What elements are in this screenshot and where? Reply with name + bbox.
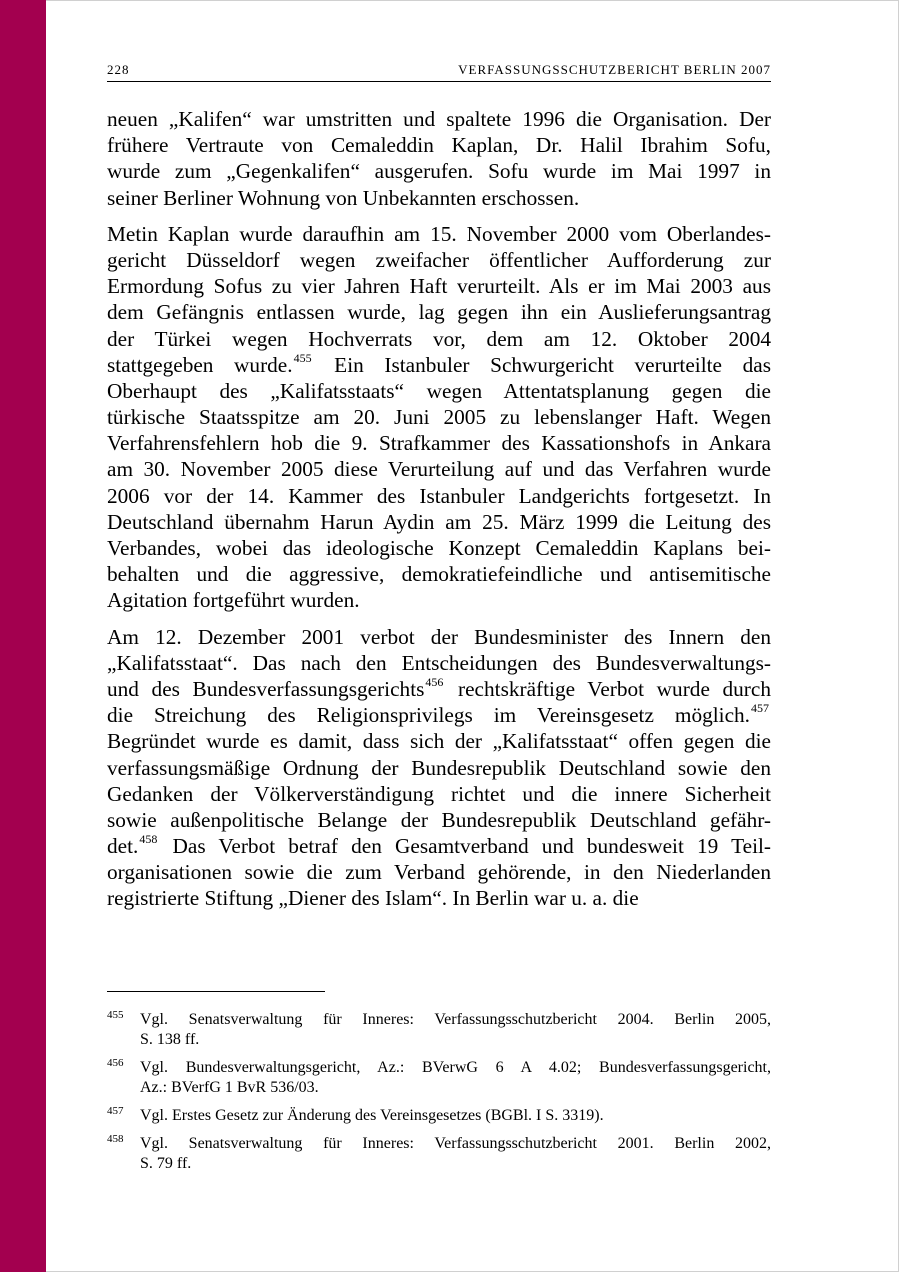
text-line: organisationen sowie die zum Verband gehörende, in den Niederlanden bbox=[107, 860, 771, 885]
text-line: frühere Vertraute von Cemaleddin Kaplan, Dr. Halil Ibrahim Sofu, bbox=[107, 133, 771, 158]
running-title: VERFASSUNGSSCHUTZBERICHT BERLIN 2007 bbox=[458, 62, 771, 77]
footnote-text: Az.: BVerfG 1 BvR 536/03. bbox=[140, 1079, 319, 1096]
text-line: Verfahrensfehlern hob die 9. Strafkammer des Kassationshofs in Ankara bbox=[107, 431, 771, 456]
footnotes bbox=[107, 1010, 771, 1182]
text-line: verfassungsmäßige Ordnung der Bundesrepublik Deutschland sowie den bbox=[107, 755, 771, 780]
text-line: türkische Staatsspitze am 20. Juni 2005 zu lebenslanger Haft. Wegen bbox=[107, 405, 771, 430]
text-line: Oberhaupt des „Kalifatsstaats“ wegen Attentatsplanung gegen die bbox=[107, 378, 771, 403]
sidebar-color-bar bbox=[0, 0, 46, 1272]
footnote-number: 455 bbox=[107, 1009, 124, 1021]
footnote bbox=[107, 1010, 771, 1050]
text-line: Begründet wurde es damit, dass sich der „Kalifatsstaat“ offen gegen die bbox=[107, 729, 771, 754]
text-line: und des Bundesverfassungsgerichts$^{456}$ rechtskräftige Verbot wurde durch bbox=[107, 674, 771, 701]
text-line: Gedanken der Völkerverständigung richtet und die innere Sicherheit bbox=[107, 781, 771, 806]
header-rule bbox=[107, 81, 771, 82]
text-line: behalten und die aggressive, demokratiefeindliche und antisemitische bbox=[107, 562, 771, 587]
footnote-text: S. 79 ff. bbox=[140, 1155, 192, 1172]
footnote bbox=[107, 1134, 771, 1174]
text-line: stattgegeben wurde.$^{455}$ Ein Istanbuler Schwurgericht verurteilte das bbox=[107, 350, 771, 377]
running-header bbox=[107, 62, 771, 82]
footnote-reference[interactable]: 456 bbox=[425, 674, 444, 689]
text-line: Deutschland übernahm Harun Aydin am 25. März 1999 die Leitung des bbox=[107, 509, 771, 534]
footnote-reference[interactable]: 457 bbox=[751, 701, 769, 716]
footnote-text: S. 138 ff. bbox=[140, 1031, 200, 1048]
text-line: Agitation fortgeführt wurden. bbox=[107, 588, 360, 613]
text-line: neuen „Kalifen“ war umstritten und spaltete 1996 die Organisation. Der bbox=[107, 107, 771, 131]
paragraph bbox=[107, 106, 771, 211]
text-line: Am 12. Dezember 2001 verbot der Bundesminister des Innern den bbox=[107, 624, 771, 649]
footnote bbox=[107, 1106, 771, 1126]
text-line: Metin Kaplan wurde daraufhin am 15. November 2000 vom Oberlandes- bbox=[107, 221, 771, 246]
text-line: die Streichung des Religionsprivilegs im Vereinsgesetz möglich.$^{457}$ bbox=[107, 701, 769, 728]
text-line: sowie außenpolitische Belange der Bundesrepublik Deutschland gefähr- bbox=[107, 807, 771, 832]
text-line: det.$^{458}$ Das Verbot betraf den Gesamtverband und bundesweit 19 Teil- bbox=[107, 832, 771, 859]
footnote-reference[interactable]: 458 bbox=[139, 832, 158, 847]
footnote-separator bbox=[107, 991, 325, 992]
footnote-text: Vgl. Senatsverwaltung für Inneres: Verfassungsschutzbericht 2001. Berlin 2002, bbox=[140, 1135, 771, 1152]
text-line: wurde zum „Gegenkalifen“ ausgerufen. Sofu wurde im Mai 1997 in bbox=[107, 159, 771, 184]
footnote-number: 456 bbox=[107, 1057, 124, 1069]
text-line: „Kalifatsstaat“. Das nach den Entscheidungen des Bundesverwaltungs- bbox=[107, 650, 771, 675]
footnote-number: 457 bbox=[107, 1105, 124, 1117]
text-line: seiner Berliner Wohnung von Unbekannten erschossen. bbox=[107, 185, 580, 210]
text-line: dem Gefängnis entlassen wurde, lag gegen ihn ein Auslieferungsantrag bbox=[107, 300, 771, 325]
text-line: Ermordung Sofus zu vier Jahren Haft verurteilt. Als er im Mai 2003 aus bbox=[107, 274, 771, 299]
text-line: am 30. November 2005 diese Verurteilung auf und das Verfahren wurde bbox=[107, 457, 771, 482]
footnote-number: 458 bbox=[107, 1133, 124, 1145]
footnote bbox=[107, 1058, 771, 1098]
text-line: gericht Düsseldorf wegen zweifacher öffentlicher Aufforderung zur bbox=[107, 247, 771, 272]
footnote-reference[interactable]: 455 bbox=[293, 350, 312, 365]
body-text bbox=[107, 106, 771, 922]
text-line: registrierte Stiftung „Diener des Islam“. In Berlin war u. a. die bbox=[107, 886, 639, 911]
footnote-text: Vgl. Senatsverwaltung für Inneres: Verfassungsschutzbericht 2004. Berlin 2005, bbox=[140, 1011, 771, 1028]
text-line: Verbandes, wobei das ideologische Konzept Cemaleddin Kaplans bei- bbox=[107, 536, 771, 560]
text-line: 2006 vor der 14. Kammer des Istanbuler Landgerichts fortgesetzt. In bbox=[107, 483, 771, 508]
paragraph bbox=[107, 624, 771, 912]
footnote-text: Vgl. Bundesverwaltungsgericht, Az.: BVerwG 6 A 4.02; Bundesverfassungsgericht, bbox=[140, 1059, 771, 1076]
text-line: der Türkei wegen Hochverrats vor, dem am 12. Oktober 2004 bbox=[107, 326, 771, 351]
page-number: 228 bbox=[107, 62, 130, 77]
footnote-text: Vgl. Erstes Gesetz zur Änderung des Vereinsgesetzes (BGBl. I S. 3319). bbox=[140, 1107, 604, 1124]
paragraph bbox=[107, 221, 771, 614]
